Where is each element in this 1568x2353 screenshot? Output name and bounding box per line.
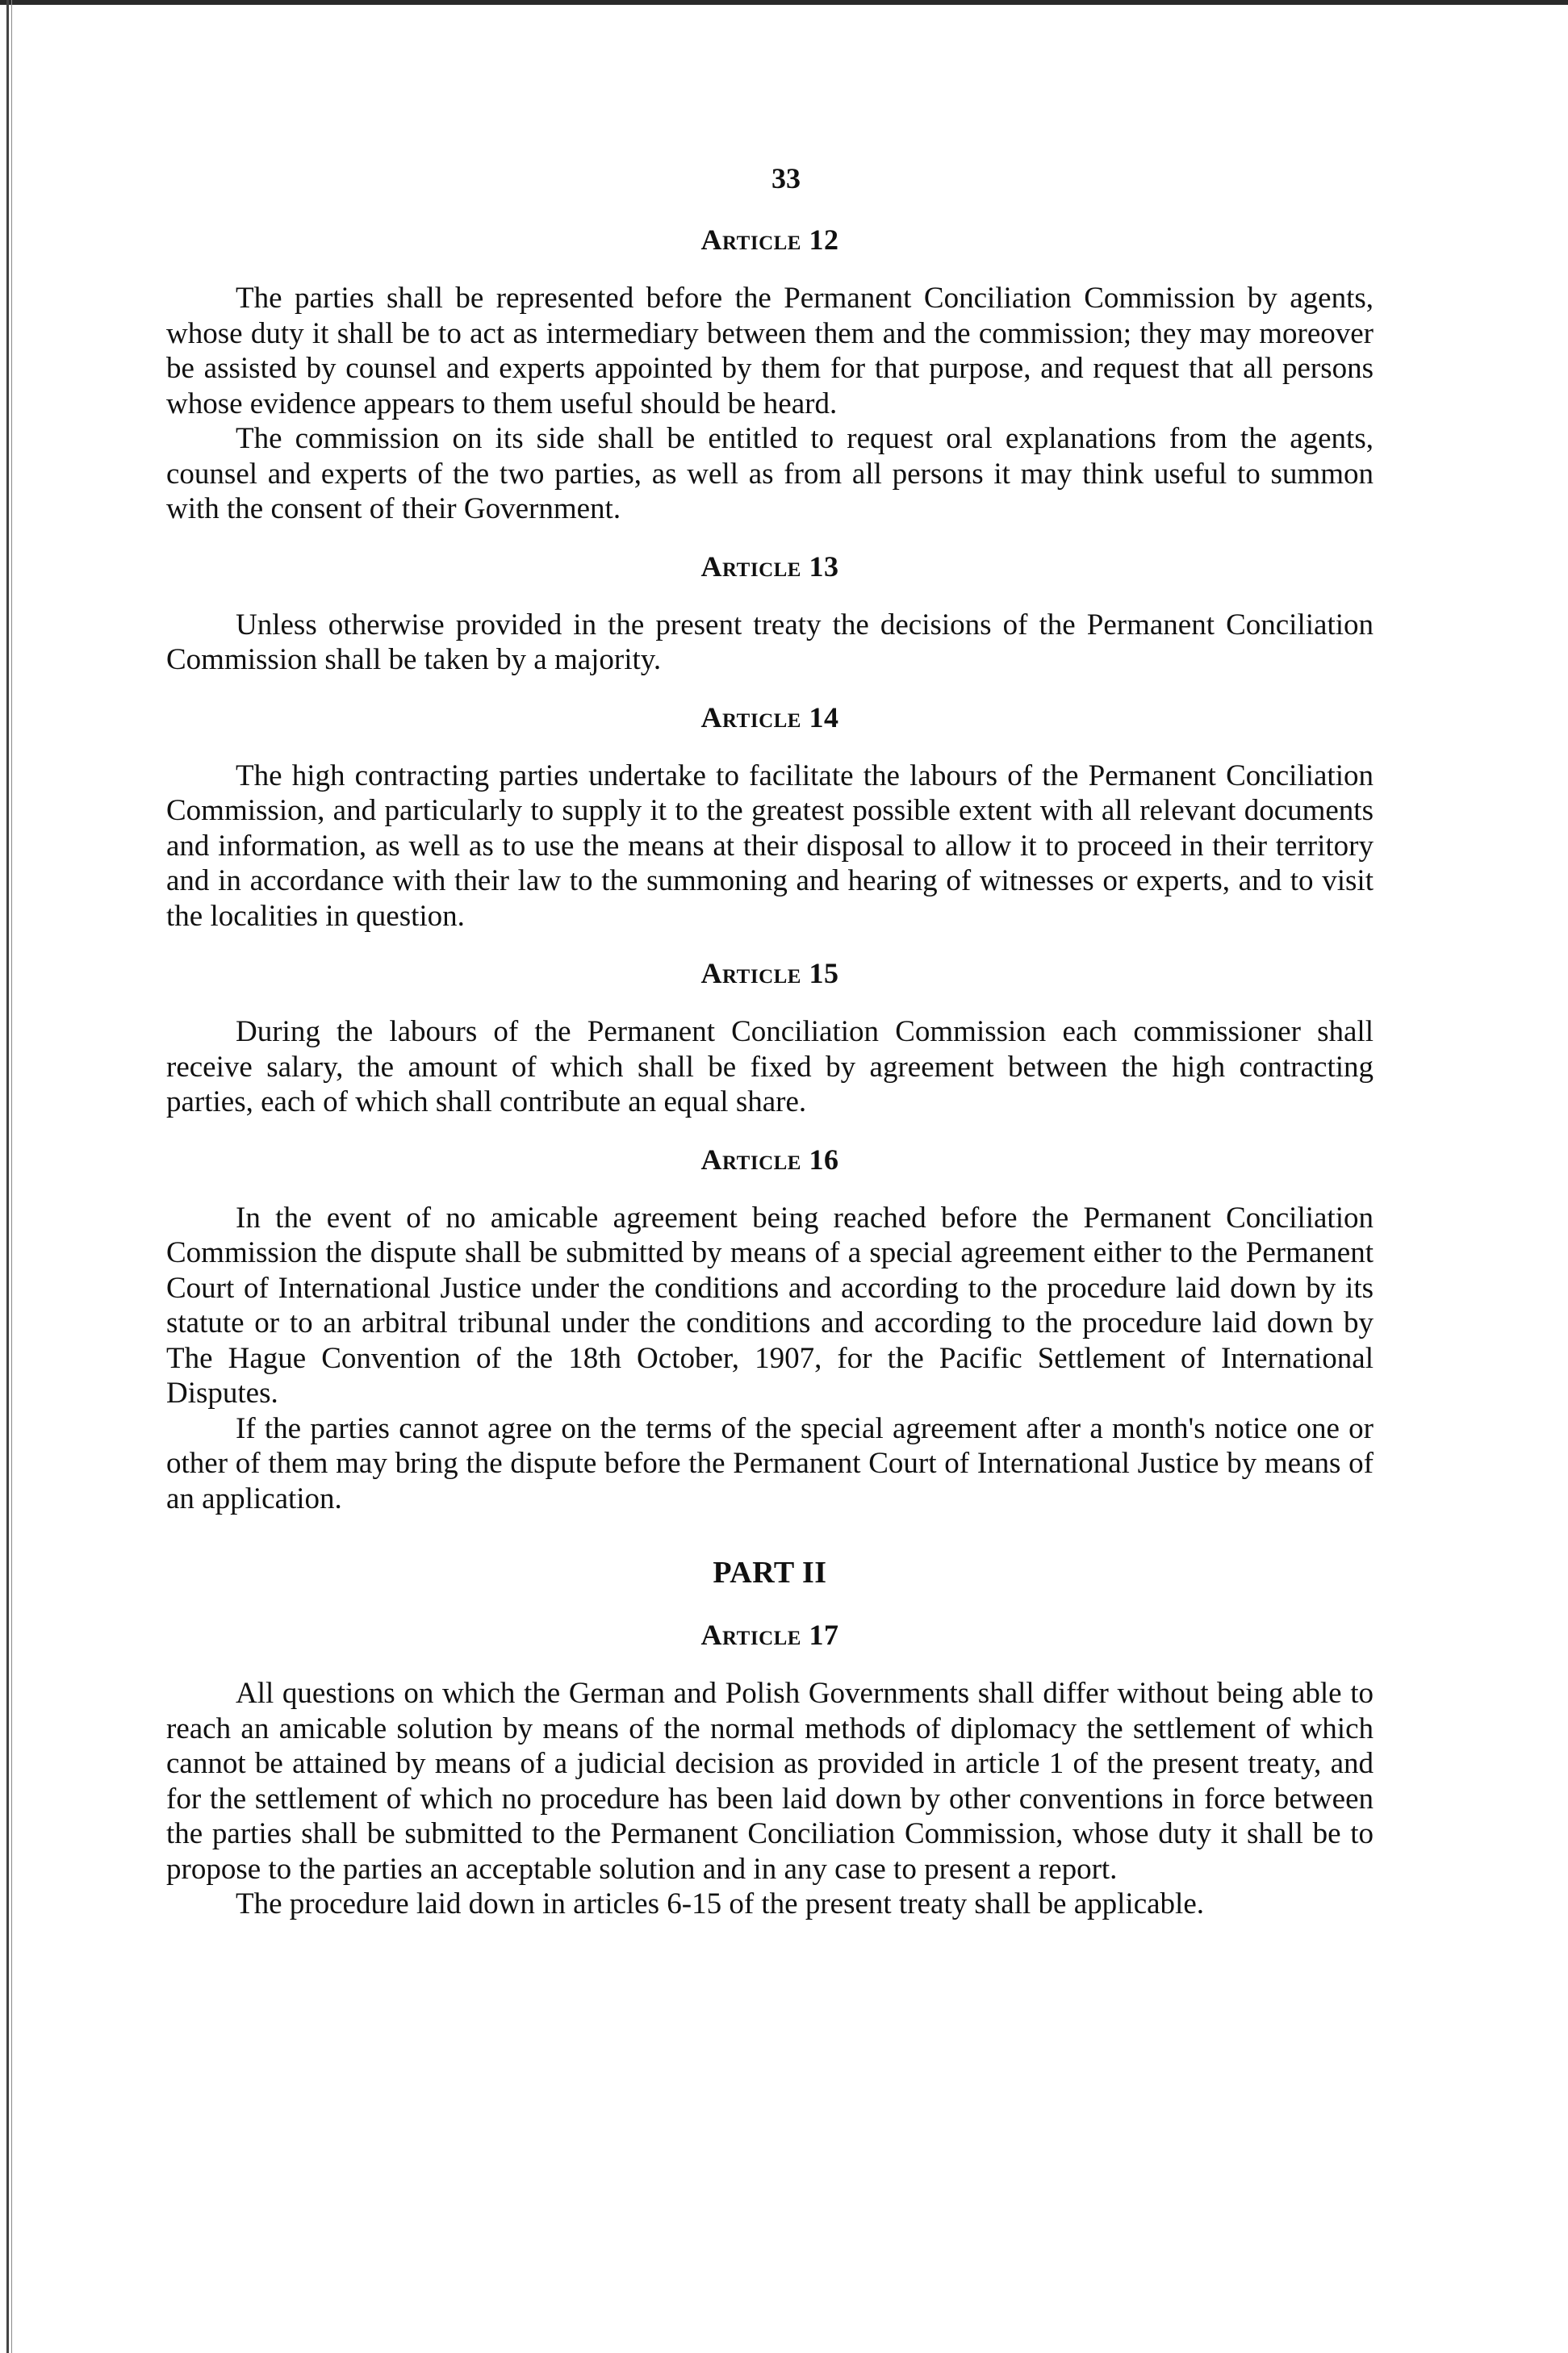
article-16	[166, 1143, 1374, 1517]
article-paragraph: The high contracting parties undertake to facilitate the labours of the Permanent Conciliation Commission, and particularly to supply it to the greatest possible extent with all relevant documents and information, as well as to use the means at their disposal to allow it to proceed in their territory and in accordance with their law to the summoning and hearing of witnesses or experts, and to visit the localities in question.	[166, 759, 1374, 933]
article-14	[166, 700, 1374, 934]
article-paragraph: Unless otherwise provided in the present treaty the decisions of the Permanent Conciliation Commission shall be taken by a majority.	[166, 608, 1374, 676]
article-paragraph: In the event of no amicable agreement being reached before the Permanent Conciliation Commission the dispute shall be submitted by means of a special agreement either to the Permanent Court of International Justice under the conditions and according to the procedure laid down by its statute or to an arbitral tribunal under the conditions and according to the procedure laid down by The Hague Convention of the 18th October, 1907, for the Pacific Settlement of International Disputes.	[166, 1201, 1374, 1410]
part-heading: PART II	[713, 1556, 827, 1590]
article-heading: Article 12	[700, 224, 839, 256]
article-heading: Article 13	[700, 550, 839, 583]
article-paragraph: The commission on its side shall be entitled to request oral explanations from the agents, counsel and experts of the two parties, as well as from all persons it may think useful to summon with the consent of their Government.	[166, 422, 1374, 525]
top-border-rule	[0, 0, 1568, 5]
article-heading: Article 14	[700, 700, 839, 733]
article-heading: Article 15	[700, 957, 839, 989]
page-number: 33	[771, 162, 801, 194]
article-paragraph: If the parties cannot agree on the terms of the special agreement after a month's notice one or other of them may bring the dispute before the Permanent Court of International Justice by means of an application.	[166, 1411, 1374, 1515]
left-border-rule-inner	[11, 0, 12, 2353]
article-heading: Article 17	[700, 1619, 839, 1651]
article-12	[166, 223, 1374, 527]
article-paragraph: The parties shall be represented before the Permanent Conciliation Commission by agents, whose duty it shall be to act as intermediary between them and the commission; they may moreover be assisted by counsel and experts appointed by them for that purpose, and request that all persons whose evidence appears to them useful should be heard.	[166, 282, 1374, 420]
page-content	[166, 161, 1374, 1945]
article-paragraph: The procedure laid down in articles 6-15 of the present treaty shall be applicable.	[236, 1887, 1204, 1920]
article-17	[166, 1618, 1374, 1922]
article-heading: Article 16	[700, 1143, 839, 1176]
article-paragraph: During the labours of the Permanent Conciliation Commission each commissioner shall receive salary, the amount of which shall be fixed by agreement between the high contracting parties, each of which shall contribute an equal share.	[166, 1015, 1374, 1118]
left-border-rule	[6, 0, 9, 2353]
article-13	[166, 550, 1374, 678]
article-15	[166, 956, 1374, 1120]
article-paragraph: All questions on which the German and Polish Governments shall differ without being able to reach an amicable solution by means of the normal methods of diplomacy the settlement of which cannot be attained by means of a judicial decision as provided in article 1 of the present treaty, and for the settlement of which no procedure has been laid down by other conventions in force between the parties shall be submitted to the Permanent Conciliation Commission, whose duty it shall be to propose to the parties an acceptable solution and in any case to present a report.	[166, 1677, 1374, 1886]
